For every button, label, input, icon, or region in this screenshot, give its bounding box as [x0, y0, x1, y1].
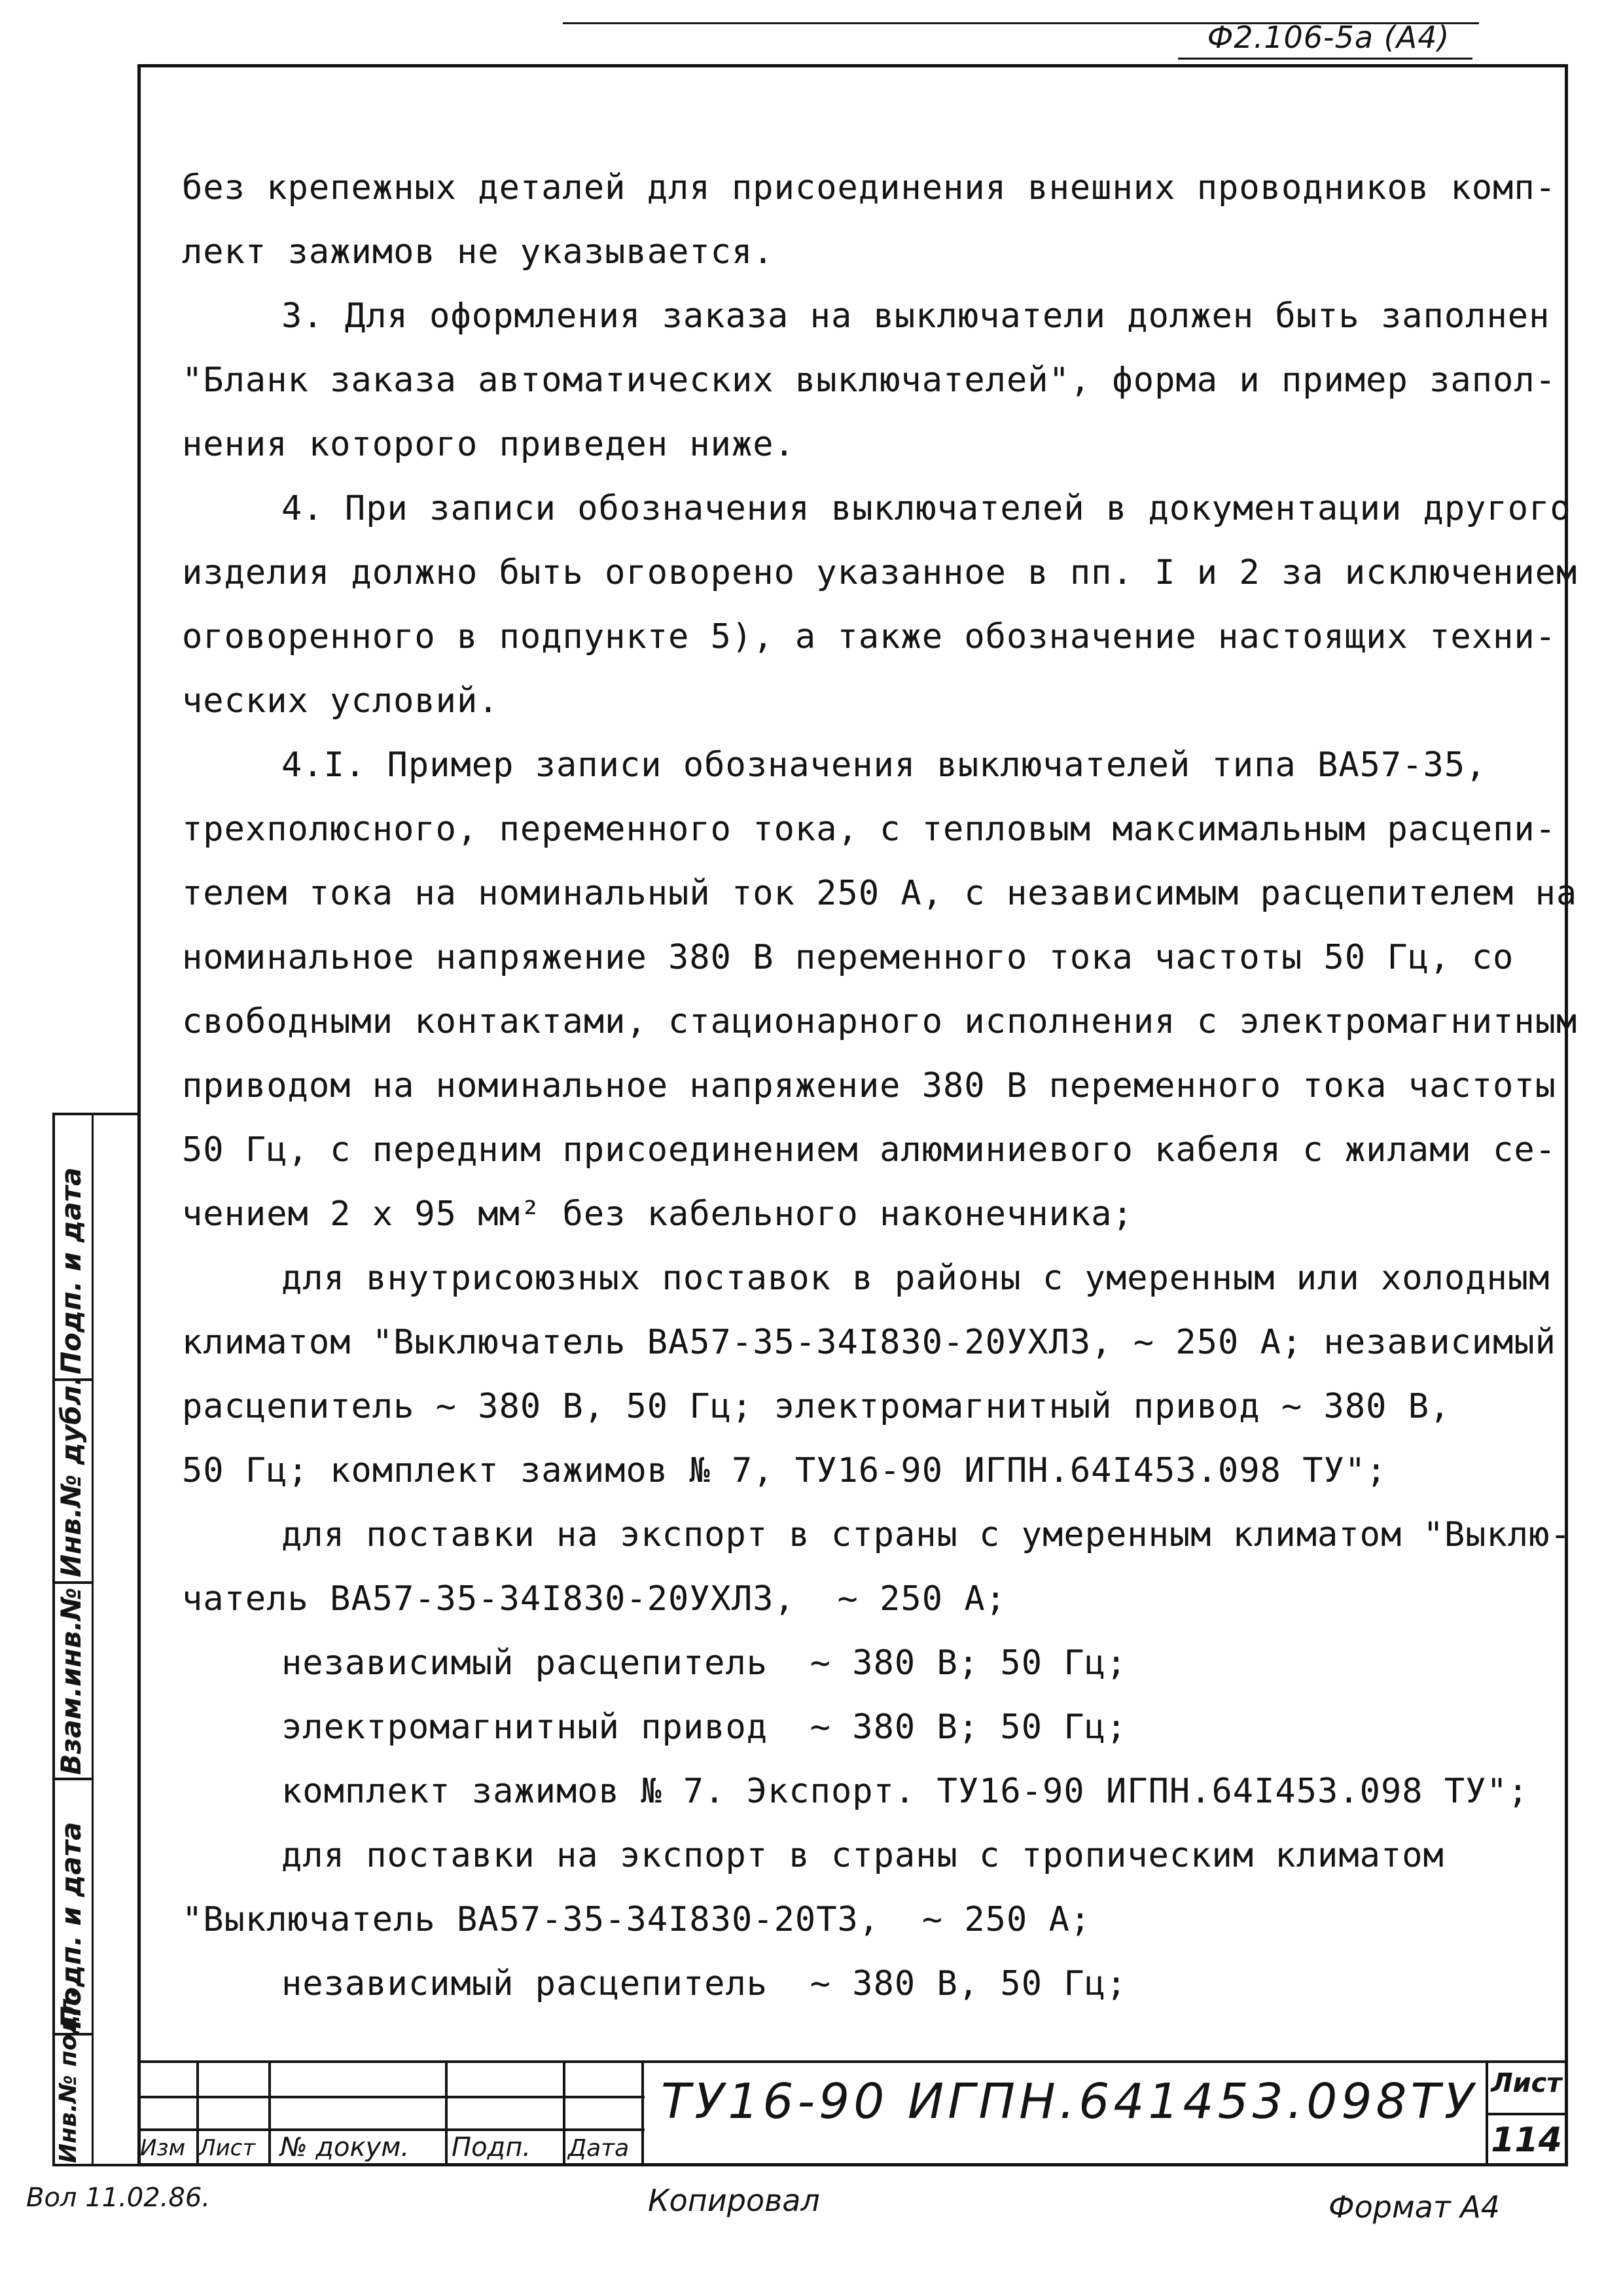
text-line: "Выключатель ВА57-35-34I830-20Т3, ~ 250 А;: [182, 1900, 1092, 1939]
sheet-number: 114: [1491, 2121, 1562, 2160]
text-line: изделия должно быть оговорено указанное в пп. I и 2 за исключением: [182, 553, 1578, 592]
caption-revision: Изм: [140, 2135, 186, 2161]
text-line: 50 Гц; комплект зажимов № 7, ТУ16-90 ИГПН.64I453.098 ТУ";: [182, 1451, 1387, 1490]
text-line: без крепежных деталей для присоединения внешних проводников комп-: [182, 168, 1556, 207]
text-line: чатель ВА57-35-34I830-20УХЛ3, ~ 250 А;: [182, 1579, 1007, 1619]
document-body: [182, 156, 1578, 2016]
title-block-rule: [137, 2060, 1568, 2063]
title-block-rule: [1486, 2060, 1488, 2166]
text-line: климатом "Выключатель ВА57-35-34I830-20УХЛ3, ~ 250 А; независимый: [182, 1323, 1556, 1362]
text-line: свободными контактами, стационарного исполнения с электромагнитным: [182, 1002, 1578, 1041]
text-line: независимый расцепитель ~ 380 В, 50 Гц;: [281, 1964, 1128, 2003]
text-line: для поставки на экспорт в страны с умеренным климатом "Выклю-: [281, 1515, 1571, 1554]
title-block-rule: [1486, 2113, 1568, 2115]
text-line: телем тока на номинальный ток 250 А, с независимым расцепителем на: [182, 874, 1578, 913]
title-block-rule: [137, 2128, 645, 2131]
text-line: лект зажимов не указывается.: [182, 232, 774, 272]
text-line: трехполюсного, переменного тока, с тепловым максимальным расцепи-: [182, 810, 1556, 849]
title-block-rule: [268, 2060, 271, 2166]
sidebar-label: Подп. и дата: [55, 1167, 87, 1374]
footer-copied: Копировал: [648, 2183, 820, 2218]
footer-format: Формат А4: [1329, 2189, 1500, 2225]
text-line: ческих условий.: [182, 681, 499, 721]
sidebar-label: Инв.№ подл.: [55, 1988, 82, 2163]
text-line: расцепитель ~ 380 В, 50 Гц; электромагнитный привод ~ 380 В,: [182, 1387, 1451, 1426]
sidebar-label: Взам.инв.№: [55, 1587, 87, 1775]
caption-date: Дата: [568, 2135, 630, 2162]
sheet-label: Лист: [1491, 2068, 1562, 2098]
text-line: 3. Для оформления заказа на выключатели должен быть заполнен: [281, 296, 1550, 336]
text-line: комплект зажимов № 7. Экспорт. ТУ16-90 ИГПН.64I453.098 ТУ";: [281, 1772, 1529, 1811]
text-line: номинальное напряжение 380 В переменного тока частоты 50 Гц, со: [182, 938, 1514, 977]
sidebar-label: Подп. и дата: [55, 1821, 87, 2029]
caption-signature: Подп.: [452, 2132, 531, 2162]
footer-signature-note: Вол 11.02.86.: [26, 2183, 211, 2213]
text-line: 4. При записи обозначения выключателей в документации другого: [281, 489, 1571, 528]
title-block-rule: [137, 2096, 645, 2098]
sidebar-label: Инв.№ дубл.: [55, 1374, 87, 1577]
text-line: электромагнитный привод ~ 380 В; 50 Гц;: [281, 1708, 1128, 1747]
caption-sheet: Лист: [199, 2135, 256, 2161]
sidebar-divider: [92, 1113, 94, 2166]
text-line: для внутрисоюзных поставок в районы с умеренным или холодным: [281, 1259, 1550, 1298]
title-block-rule: [563, 2060, 565, 2166]
title-block-rule: [445, 2060, 448, 2166]
title-block-rule: [641, 2060, 644, 2166]
text-line: 50 Гц, с передним присоединением алюминиевого кабеля с жилами се-: [182, 1130, 1556, 1170]
document-number: ТУ16-90 ИГПН.641453.098ТУ: [661, 2073, 1478, 2130]
text-line: для поставки на экспорт в страны с тропическим климатом: [281, 1836, 1444, 1875]
text-line: приводом на номинальное напряжение 380 В переменного тока частоты: [182, 1066, 1556, 1105]
form-code: Ф2.106-5а (А4): [1207, 20, 1450, 55]
text-line: независимый расцепитель ~ 380 В; 50 Гц;: [281, 1643, 1128, 1683]
form-code-underline: [1178, 58, 1472, 60]
text-line: "Бланк заказа автоматических выключателей", форма и пример запол-: [182, 361, 1556, 400]
text-line: чением 2 х 95 мм² без кабельного наконечника;: [182, 1194, 1133, 1234]
text-line: нения которого приведен ниже.: [182, 425, 795, 464]
caption-doc-number: № докум.: [280, 2132, 410, 2162]
text-line: 4.I. Пример записи обозначения выключателей типа ВА57-35,: [281, 745, 1487, 785]
text-line: оговоренного в подпункте 5), а также обозначение настоящих техни-: [182, 617, 1556, 656]
